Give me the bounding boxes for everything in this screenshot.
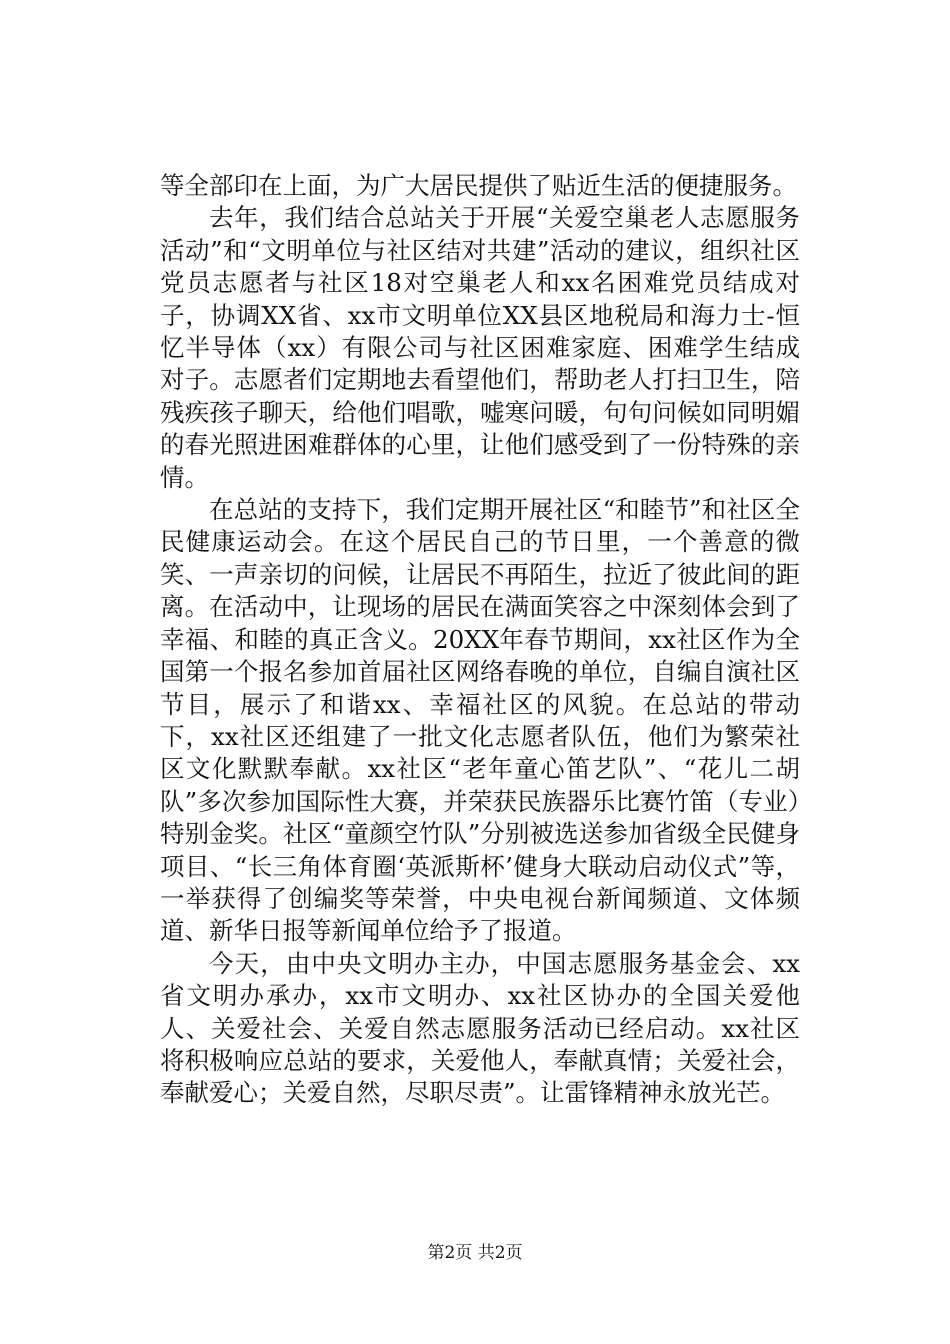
page-number-footer: 第2页 共2页 [427,1243,523,1263]
document-body [160,170,800,1110]
paragraph-campaign-launch: 今天，由中央文明办主办，中国志愿服务基金会、xx省文明办承办，xx市文明办、xx社区协办的全国关爱他人、关爱社会、关爱自然志愿服务活动已经启动。xx社区将积极响应总站的要求，关爱他人，奉献真情；关爱社会，奉献爱心；关爱自然，尽职尽责”。让雷锋精神永放光芒。 [160,948,800,1108]
paragraph-volunteer-pairing: 去年，我们结合总站关于开展“关爱空巢老人志愿服务活动”和“文明单位与社区结对共建”活动的建议，组织社区党员志愿者与社区18对空巢老人和xx名困难党员结成对子，协调XX省、xx市文明单位XX县区地税局和海力士-恒忆半导体（xx）有限公司与社区困难家庭、困难学生结成对子。志愿者们定期地去看望他们，帮助老人打扫卫生，陪残疾孩子聊天，给他们唱歌，嘘寒问暖，句句问候如同明媚的春光照进困难群体的心里，让他们感受到了一份特殊的亲情。 [160,203,800,492]
paragraph-continuation: 等全部印在上面，为广大居民提供了贴近生活的便捷服务。 [160,171,797,200]
paragraph-harmony-festival: 在总站的支持下，我们定期开展社区“和睦节”和社区全民健康运动会。在这个居民自己的节日里，一个善意的微笑、一声亲切的问候，让居民不再陌生，拉近了彼此间的距离。在活动中，让现场的居民在满面笑容之中深刻体会到了幸福、和睦的真正含义。20XX年春节期间，xx社区作为全国第一个报名参加首届社区网络春晚的单位，自编自演社区节目，展示了和谐xx、幸福社区的风貌。在总站的带动下，xx社区还组建了一批文化志愿者队伍，他们为繁荣社区文化默默奉献。xx社区“老年童心笛艺队”、“花儿二胡队”多次参加国际性大赛，并荣获民族器乐比赛竹笛（专业）特别金奖。社区“童颜空竹队”分别被选送参加省级全民健身项目、“长三角体育圈‘英派斯杯’健身大联动启动仪式”等，一举获得了创编奖等荣誉，中央电视台新闻频道、文体频道、新华日报等新闻单位给予了报道。 [160,495,800,946]
